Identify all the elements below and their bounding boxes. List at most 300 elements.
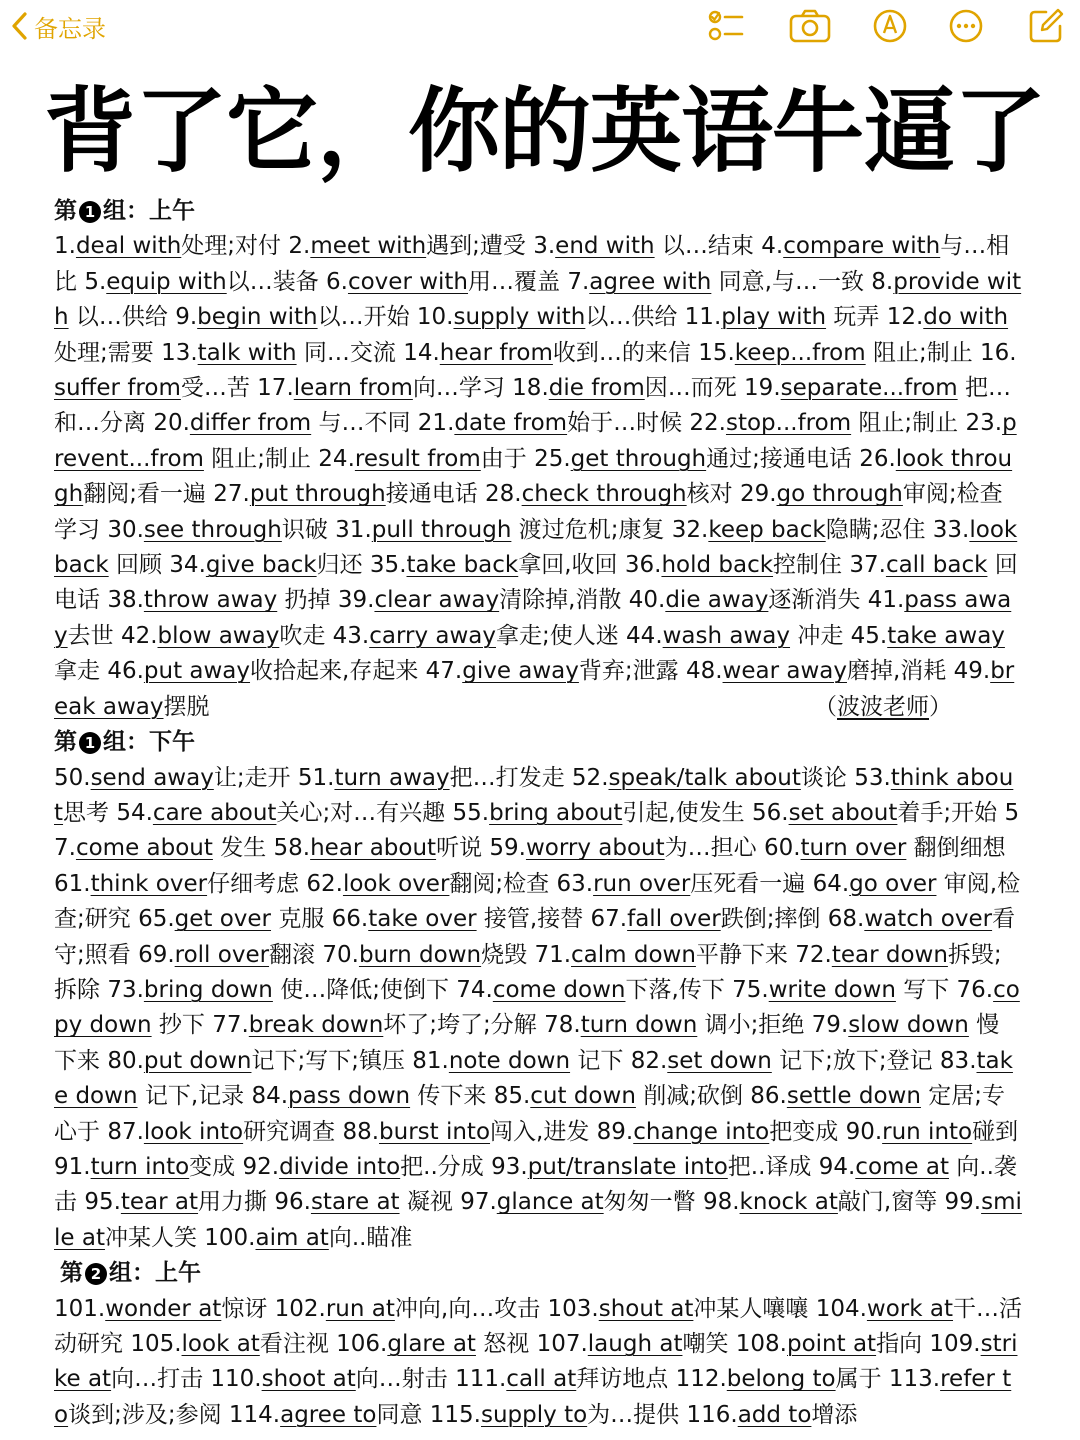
entry-number: 63.: [556, 870, 594, 897]
phrase-link: tear at: [120, 1189, 199, 1216]
phrase-meaning: 削减;砍倒: [635, 1083, 751, 1110]
phrase-meaning: 冲某人嚷嚷: [693, 1295, 816, 1322]
phrase-entry: [84, 1189, 274, 1215]
entry-number: 22.: [689, 410, 726, 437]
credit-note: [814, 690, 952, 725]
circled-number: 2: [85, 1263, 107, 1285]
phrase-link: look back: [54, 516, 1018, 579]
phrase-entry: [537, 1331, 736, 1357]
phrase-meaning: 谈到;涉及;参阅: [68, 1401, 229, 1428]
phrase-link: agree to: [280, 1401, 377, 1428]
phrase-entry: [417, 304, 685, 330]
entry-number: 68.: [827, 906, 865, 933]
phrase-link: clear away: [374, 587, 500, 614]
entry-number: 85.: [493, 1083, 531, 1110]
phrase-link: run at: [325, 1295, 395, 1322]
phrase-link: stop...from: [725, 410, 852, 437]
phrase-entry: [326, 269, 567, 295]
phrase-entry: [625, 552, 850, 578]
note-body[interactable]: [54, 194, 1022, 1434]
entry-number: 17.: [257, 375, 294, 402]
phrase-meaning: 传下来: [410, 1083, 494, 1110]
phrase-link: strike at: [54, 1331, 1018, 1393]
entry-number: 91.: [54, 1153, 91, 1180]
phrase-entry: [204, 1225, 412, 1251]
phrase-entry: [338, 587, 629, 613]
phrase-meaning: 拿走;使人迷: [495, 622, 627, 649]
phrase-entry: [418, 410, 690, 436]
phrase-link: prevent...from: [54, 410, 1017, 472]
phrase-meaning: 阻止;制止: [851, 410, 966, 437]
entry-number: 87.: [107, 1118, 144, 1145]
phrase-entry: [567, 269, 871, 295]
phrase-meaning: 变成: [189, 1153, 243, 1180]
entry-number: 18.: [512, 375, 549, 402]
phrase-entry: [430, 1402, 687, 1428]
phrase-meaning: 翻倒细想: [906, 835, 1006, 862]
phrase-meaning: 处理;需要: [54, 339, 162, 366]
phrase-meaning: 拿走: [54, 658, 108, 685]
phrase-entry: [298, 765, 572, 791]
phrase-link: separate...from: [780, 375, 958, 402]
entry-number: 42.: [120, 622, 158, 649]
phrase-entry: [130, 1331, 336, 1357]
phrase-list: [54, 761, 1022, 1257]
phrase-link: put through: [249, 481, 386, 508]
entry-number: 43.: [332, 622, 370, 649]
phrase-meaning: 记下: [570, 1047, 631, 1074]
entry-number: 74.: [456, 976, 493, 1003]
phrase-meaning: 审阅,检查;研究: [54, 870, 1021, 933]
phrase-link: take over: [368, 906, 477, 933]
phrase-entry: [597, 1119, 846, 1145]
phrase-link: add to: [737, 1401, 812, 1428]
phrase-link: deal with: [75, 233, 182, 260]
entry-number: 105.: [130, 1331, 182, 1357]
phrase-link: fall over: [627, 906, 721, 933]
phrase-meaning: 向…射击: [355, 1366, 456, 1393]
phrase-meaning: 去世: [67, 622, 121, 649]
phrase-link: keep back: [708, 516, 826, 543]
phrase-meaning: 阻止;制止: [203, 445, 319, 472]
entry-number: 58.: [273, 835, 311, 862]
phrase-link: turn over: [800, 835, 907, 862]
phrase-link: look over: [342, 870, 450, 897]
phrase-entry: [84, 269, 326, 295]
phrase-link: supply with: [453, 304, 586, 331]
phrase-meaning: 背弃;泄露: [578, 658, 686, 685]
entry-number: 108.: [735, 1331, 787, 1357]
chevron-left-icon: [10, 11, 28, 41]
phrase-entry: [494, 1083, 751, 1109]
phrase-entry: [288, 233, 533, 259]
entry-number: 73.: [107, 976, 144, 1003]
phrase-link: look into: [143, 1118, 244, 1145]
phrase-entry: [210, 1366, 455, 1392]
phrase-link: knock at: [739, 1189, 838, 1216]
entry-number: 82.: [630, 1047, 668, 1074]
entry-number: 112.: [675, 1366, 727, 1393]
phrase-entry: [107, 1048, 412, 1074]
phrase-link: divide into: [279, 1153, 401, 1180]
phrase-entry: [342, 1119, 596, 1145]
phrase-entry: [460, 1189, 703, 1215]
phrase-entry: [485, 481, 740, 507]
note-title: 背了它，你的英语牛逼了: [44, 78, 1046, 185]
phrase-entry: [107, 517, 335, 543]
entry-number: 38.: [107, 587, 144, 614]
phrase-meaning: 与…不同: [311, 410, 418, 437]
phrase-link: pull through: [371, 516, 512, 543]
entry-number: 103.: [547, 1295, 599, 1322]
phrase-entry: [412, 1048, 630, 1074]
entry-number: 66.: [331, 906, 369, 933]
phrase-link: talk with: [197, 339, 297, 366]
entry-number: 35.: [369, 552, 407, 579]
entry-number: 99.: [944, 1189, 982, 1216]
phrase-entry: [54, 233, 288, 259]
phrase-list: [54, 1292, 1022, 1434]
phrase-link: equip with: [106, 268, 227, 295]
phrase-link: belong to: [726, 1366, 836, 1393]
phrase-meaning: 让;走开: [213, 764, 298, 791]
entry-number: 90.: [845, 1118, 883, 1145]
camera-icon[interactable]: [788, 6, 832, 46]
phrase-meaning: 为…提供: [587, 1401, 687, 1428]
entry-number: 14.: [403, 339, 440, 366]
back-label: 备忘录: [34, 14, 106, 43]
entry-number: 80.: [107, 1047, 144, 1074]
phrase-meaning: 干…活动研究: [54, 1295, 1022, 1357]
phrase-entry: [548, 1296, 816, 1322]
phrase-meaning: 翻阅;看一遍: [83, 481, 214, 508]
phrase-link: suffer from: [54, 375, 181, 402]
phrase-link: roll over: [174, 941, 270, 968]
entry-number: 39.: [337, 587, 375, 614]
phrase-link: get through: [570, 445, 707, 472]
phrase-entry: [107, 587, 338, 613]
phrase-entry: [275, 1296, 548, 1322]
phrase-entry: [212, 1012, 544, 1038]
entry-number: 97.: [460, 1189, 497, 1216]
entry-number: 52.: [571, 764, 609, 791]
phrase-link: pass away: [54, 587, 1012, 649]
phrase-entry: [274, 835, 490, 861]
phrase-link: laugh at: [587, 1331, 683, 1357]
phrase-entry: [455, 1366, 675, 1392]
phrase-link: change into: [633, 1118, 770, 1145]
phrase-entry: [138, 906, 332, 932]
phrase-meaning: 引起,使发生: [622, 799, 752, 826]
entry-number: 62.: [306, 870, 343, 897]
entry-number: 30.: [107, 516, 144, 543]
entry-number: 34.: [169, 552, 206, 579]
phrase-link: carry away: [369, 622, 496, 649]
phrase-meaning: 翻阅;检查: [449, 870, 557, 897]
phrase-link: work at: [866, 1295, 954, 1322]
phrase-entry: [676, 1366, 889, 1392]
phrase-link: note down: [448, 1047, 571, 1074]
phrase-entry: [107, 977, 456, 1003]
phrase-meaning: 看注视: [259, 1331, 337, 1357]
phrase-link: look at: [181, 1331, 260, 1357]
entry-number: 115.: [429, 1401, 481, 1428]
entry-number: 54.: [116, 799, 153, 826]
phrase-meaning: 磨掉,消耗: [846, 658, 954, 685]
phrase-link: pass down: [288, 1083, 411, 1110]
entry-number: 110.: [210, 1366, 262, 1393]
phrase-link: worry about: [525, 835, 665, 862]
entry-number: 21.: [417, 410, 455, 437]
entry-number: 20.: [153, 410, 190, 437]
phrase-link: agree with: [589, 268, 712, 295]
entry-number: 40.: [628, 587, 666, 614]
phrase-entry: [591, 906, 828, 932]
phrase-link: wear away: [722, 658, 847, 685]
phrase-meaning: 把变成: [769, 1118, 846, 1145]
phrase-meaning: 以…开始: [317, 304, 417, 331]
phrase-link: send away: [90, 764, 214, 791]
phrase-link: speak/talk about: [608, 764, 801, 791]
circled-number: 1: [79, 732, 101, 754]
phrase-meaning: 接管,接替: [476, 906, 591, 933]
phrase-entry: [306, 871, 556, 897]
phrase-link: cover with: [347, 268, 469, 295]
entry-number: 12.: [886, 304, 924, 331]
group-heading: 第 1 组：上午: [54, 198, 195, 224]
phrase-link: set down: [667, 1047, 772, 1074]
phrase-meaning: 以…结束: [654, 233, 762, 260]
phrase-link: learn from: [293, 375, 413, 402]
phrase-entry: [698, 340, 980, 366]
phrase-meaning: 摆脱: [163, 693, 210, 720]
entry-number: 84.: [251, 1083, 289, 1110]
entry-number: 19.: [744, 375, 781, 402]
phrase-meaning: 敲门,窗等: [837, 1189, 945, 1216]
phrase-link: take away: [887, 622, 1005, 649]
phrase-link: tear down: [831, 941, 948, 968]
phrase-entry: [54, 871, 306, 897]
group-section: [54, 194, 1022, 725]
entry-number: 50.: [54, 764, 91, 791]
phrase-link: break down: [248, 1012, 384, 1039]
phrase-entry: [629, 587, 868, 613]
phrase-meaning: 冲走: [790, 622, 851, 649]
phrase-link: come about: [75, 835, 213, 862]
phrase-entry: [512, 375, 744, 401]
entry-number: 95.: [84, 1189, 121, 1216]
phrase-meaning: 嘲笑: [682, 1331, 736, 1357]
phrase-entry: [685, 304, 887, 330]
phrase-meaning: 隐瞒;忍住: [825, 516, 933, 543]
phrase-link: begin with: [197, 304, 318, 331]
phrase-link: shoot at: [261, 1366, 356, 1393]
phrase-meaning: 玩弄: [826, 304, 887, 331]
entry-number: 113.: [888, 1366, 941, 1393]
phrase-meaning: 逐渐消失: [768, 587, 868, 614]
phrase-entry: [453, 800, 753, 826]
phrase-entry: [703, 1189, 945, 1215]
phrase-meaning: 匆匆一瞥: [603, 1189, 703, 1216]
entry-number: 8.: [871, 268, 894, 295]
phrase-meaning: 扔掉: [277, 587, 338, 614]
phrase-link: turn into: [90, 1153, 190, 1180]
phrase-link: end with: [555, 233, 655, 260]
entry-number: 48.: [685, 658, 723, 685]
phrase-meaning: 同…交流: [296, 339, 404, 366]
phrase-meaning: 回电话: [54, 552, 1018, 614]
phrase-link: bring down: [143, 976, 273, 1003]
entry-number: 88.: [342, 1118, 380, 1145]
phrase-meaning: 收拾起来,存起来: [250, 658, 426, 685]
more-icon[interactable]: [946, 6, 986, 46]
phrase-meaning: 烧毁: [481, 941, 535, 968]
entry-number: 36.: [624, 552, 662, 579]
entry-number: 101.: [54, 1295, 106, 1322]
phrase-link: come at: [855, 1153, 949, 1180]
phrase-meaning: 以…供给: [585, 304, 685, 331]
phrase-entry: [534, 446, 859, 472]
phrase-entry: [54, 765, 298, 791]
phrase-link: give away: [462, 658, 579, 685]
phrase-meaning: 核对: [686, 481, 740, 508]
phrase-link: put/translate into: [527, 1153, 728, 1180]
phrase-meaning: 向..袭击: [54, 1153, 1017, 1216]
phrase-meaning: 谈论: [800, 764, 855, 791]
credit-name: 波波老师: [837, 693, 929, 720]
entry-number: 44.: [626, 622, 663, 649]
group-heading: 第 2 组：上午: [60, 1260, 201, 1287]
phrase-link: look through: [54, 445, 1013, 508]
phrase-meaning: 以…装备: [226, 268, 327, 295]
entry-number: 56.: [752, 799, 789, 826]
markup-pen-icon[interactable]: [870, 6, 910, 46]
entry-number: 16.: [980, 339, 1017, 366]
phrase-meaning: 坏了;垮了;分解: [383, 1012, 545, 1039]
phrase-meaning: 控制住: [773, 552, 850, 579]
phrase-meaning: 翻滚: [269, 941, 323, 968]
phrase-entry: [332, 906, 591, 932]
entry-number: 60.: [763, 835, 801, 862]
entry-number: 102.: [274, 1295, 326, 1322]
phrase-entry: [736, 1331, 930, 1357]
phrase-meaning: 把…和…分离: [54, 375, 1011, 437]
phrase-meaning: 拆毁;拆除: [54, 941, 1002, 1003]
group-heading: 第 1 组：下午: [54, 729, 195, 756]
phrase-entry: [764, 835, 1006, 861]
phrase-entry: [336, 1331, 536, 1357]
phrase-meaning: 下落,传下: [625, 976, 733, 1003]
phrase-entry: [54, 1154, 242, 1180]
phrase-meaning: 仔细考虑: [207, 870, 307, 897]
phrase-link: provide with: [54, 268, 1022, 331]
entry-number: 41.: [867, 587, 905, 614]
phrase-link: cut down: [530, 1083, 636, 1110]
back-button[interactable]: [10, 6, 106, 46]
phrase-link: stare at: [310, 1189, 400, 1216]
phrase-link: die from: [548, 375, 645, 402]
phrase-entry: [153, 410, 417, 436]
phrase-entry: [426, 658, 686, 684]
phrase-link: meet with: [310, 233, 427, 260]
entry-number: 45.: [850, 622, 888, 649]
phrase-meaning: 收到…的来信: [552, 339, 699, 366]
phrase-meaning: 把…打发走: [449, 764, 572, 791]
phrase-meaning: 审阅;检查学习: [54, 481, 1003, 543]
phrase-meaning: 发生: [212, 835, 274, 862]
phrase-link: go over: [849, 870, 937, 897]
phrase-link: play with: [721, 304, 827, 331]
entry-number: 89.: [596, 1118, 634, 1145]
phrase-entry: [251, 1083, 493, 1109]
phrase-link: keep...from: [734, 339, 866, 366]
entry-number: 28.: [485, 481, 522, 508]
entry-number: 77.: [212, 1012, 249, 1039]
entry-number: 65.: [138, 906, 175, 933]
phrase-entry: [534, 942, 795, 968]
phrase-meaning: 记下,记录: [137, 1083, 252, 1110]
phrase-entry: [370, 552, 625, 578]
phrase-link: put away: [143, 658, 251, 685]
phrase-meaning: 记下;写下;镇压: [251, 1047, 413, 1074]
entry-number: 27.: [213, 481, 250, 508]
phrase-link: differ from: [189, 410, 312, 437]
credit-pre: （: [814, 693, 837, 720]
entry-number: 96.: [274, 1189, 311, 1216]
phrase-link: refer to: [54, 1366, 1012, 1428]
entry-number: 70.: [322, 941, 359, 968]
phrase-entry: [107, 1119, 342, 1145]
phrase-entry: [229, 1402, 430, 1428]
entry-number: 29.: [739, 481, 777, 508]
entry-number: 94.: [818, 1153, 856, 1180]
phrase-link: copy down: [54, 976, 1020, 1039]
phrase-meaning: 把..译成: [727, 1153, 819, 1180]
entry-number: 3.: [533, 233, 556, 260]
phrase-meaning: 识破: [281, 516, 336, 543]
entry-number: 71.: [534, 941, 572, 968]
entry-number: 72.: [795, 941, 832, 968]
credit-post: ）: [929, 693, 952, 720]
phrase-link: turn away: [334, 764, 450, 791]
phrase-entry: [556, 871, 812, 897]
phrase-meaning: 同意,与…一致: [711, 268, 872, 295]
phrase-meaning: 思考: [63, 799, 117, 826]
entry-number: 15.: [698, 339, 735, 366]
phrase-link: blow away: [157, 622, 280, 649]
entry-number: 5.: [84, 268, 107, 295]
phrase-entry: [572, 765, 854, 791]
circled-number: 1: [79, 201, 101, 223]
phrase-meaning: 拜访地点: [576, 1366, 676, 1393]
phrase-link: set about: [788, 799, 898, 826]
phrase-link: compare with: [783, 233, 941, 260]
phrase-meaning: 冲某人笑: [104, 1224, 205, 1251]
phrase-link: watch over: [864, 906, 993, 933]
entry-number: 75.: [732, 976, 769, 1003]
phrase-link: calm down: [571, 941, 696, 968]
phrase-meaning: 慢下来: [54, 1012, 1000, 1074]
phrase-meaning: 因…而死: [644, 375, 745, 402]
phrase-link: glance at: [496, 1189, 604, 1216]
compose-icon[interactable]: [1026, 6, 1066, 46]
phrase-entry: [333, 623, 626, 649]
phrase-entry: [335, 517, 672, 543]
phrase-entry: [689, 410, 965, 436]
phrase-meaning: 增添: [811, 1401, 858, 1428]
phrase-entry: [544, 1012, 812, 1038]
checklist-icon[interactable]: [706, 6, 746, 46]
